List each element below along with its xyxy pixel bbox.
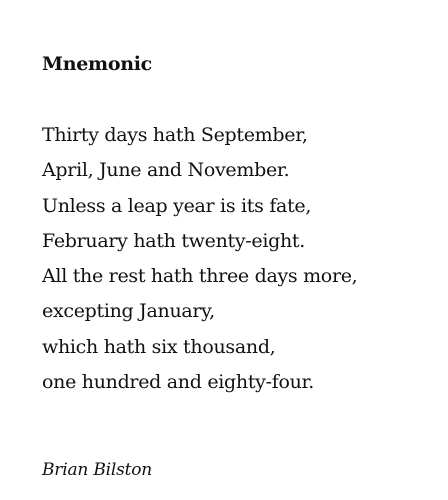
poem-line: Thirty days hath September, [42,124,308,146]
poem-title: Mnemonic [42,53,152,75]
poem-line: All the rest hath three days more, [42,265,358,288]
poem-author: Brian Bilston [42,460,153,480]
poem-line: excepting January, [42,300,215,323]
poem-line: Unless a leap year is its fate, [42,194,312,217]
poem-line: April, June and November. [42,159,290,182]
poem-stanza [42,118,357,400]
poem-line: which hath six thousand, [42,335,276,358]
poem-line: one hundred and eighty-four. [42,371,314,394]
poem-line: February hath twenty-eight. [42,229,305,252]
